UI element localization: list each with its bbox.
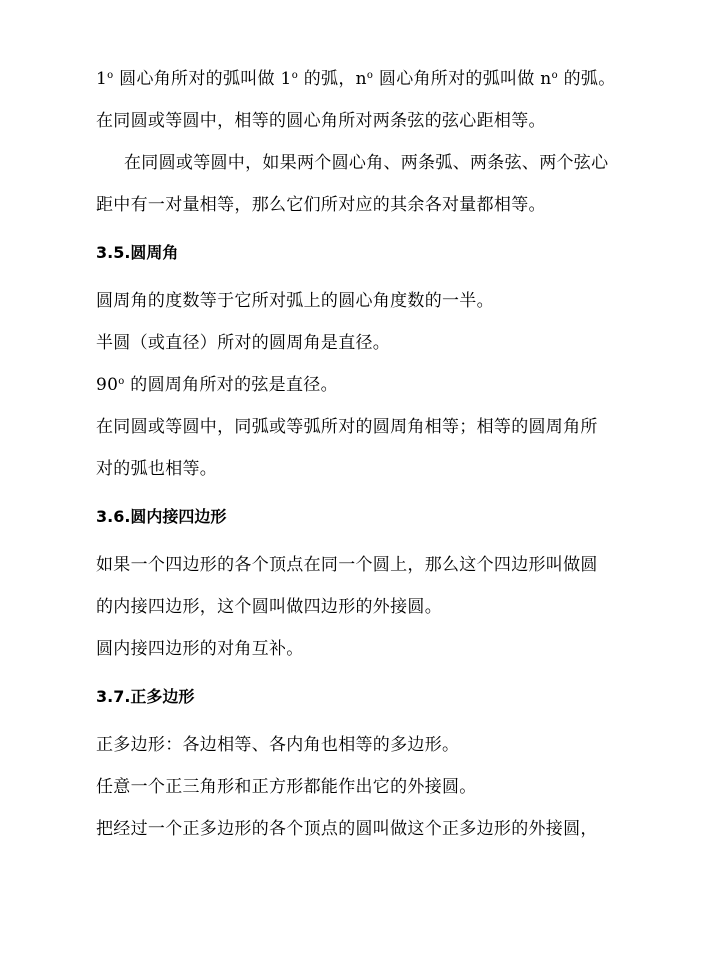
paragraph-equal-quantities-line2: 距中有一对量相等，那么它们所对应的其余各对量都相等。: [96, 195, 546, 215]
paragraph-equal-arcs-line2: 对的弧也相等。: [96, 459, 218, 479]
paragraph-semicircle-angle: 半圆（或直径）所对的圆周角是直径。: [96, 333, 391, 353]
paragraph-polygon-circumcircle: 把经过一个正多边形的各个顶点的圆叫做这个正多边形的外接圆，: [96, 819, 598, 839]
degree-symbol: o: [551, 70, 558, 81]
paragraph-degree-arc: [96, 68, 646, 90]
paragraph-opposite-angles: 圆内接四边形的对角互补。: [96, 639, 304, 659]
degree-symbol: o: [118, 376, 125, 387]
degree-symbol: o: [291, 70, 299, 81]
text-fragment: 圆心角所对的弧叫做 1: [113, 69, 292, 89]
degree-symbol: o: [107, 70, 114, 81]
paragraph-inscribed-angle-half: 圆周角的度数等于它所对弧上的圆心角度数的一半。: [96, 291, 494, 311]
text-fragment: 90: [96, 375, 119, 395]
paragraph-regular-polygon-def: 正多边形：各边相等、各内角也相等的多边形。: [96, 735, 460, 755]
text-fragment: 的弧，n: [298, 69, 367, 89]
paragraph-cyclic-quadrilateral-line1: 如果一个四边形的各个顶点在同一个圆上，那么这个四边形叫做圆: [96, 555, 598, 575]
text-fragment: 圆心角所对的弧叫做 n: [373, 69, 552, 89]
text-fragment: 的弧。: [557, 69, 616, 89]
text-fragment: 的圆周角所对的弦是直径。: [124, 375, 338, 395]
text-fragment: 1: [96, 69, 108, 89]
paragraph-ninety-degree-angle: [96, 374, 646, 396]
paragraph-circumscribed-circle: 任意一个正三角形和正方形都能作出它的外接圆。: [96, 777, 477, 797]
section-heading-3-7: 3.7.正多边形: [96, 687, 195, 706]
paragraph-cyclic-quadrilateral-line2: 的内接四边形，这个圆叫做四边形的外接圆。: [96, 597, 442, 617]
section-heading-3-6: 3.6.圆内接四边形: [96, 507, 227, 526]
paragraph-equal-arcs-line1: 在同圆或等圆中，同弧或等弧所对的圆周角相等；相等的圆周角所: [96, 417, 598, 437]
paragraph-equal-quantities-line1: 在同圆或等圆中，如果两个圆心角、两条弧、两条弦、两个弦心: [124, 153, 609, 173]
degree-symbol: o: [366, 70, 374, 81]
section-heading-3-5: 3.5.圆周角: [96, 243, 179, 262]
paragraph-chord-distance: 在同圆或等圆中，相等的圆心角所对两条弦的弦心距相等。: [96, 111, 546, 131]
